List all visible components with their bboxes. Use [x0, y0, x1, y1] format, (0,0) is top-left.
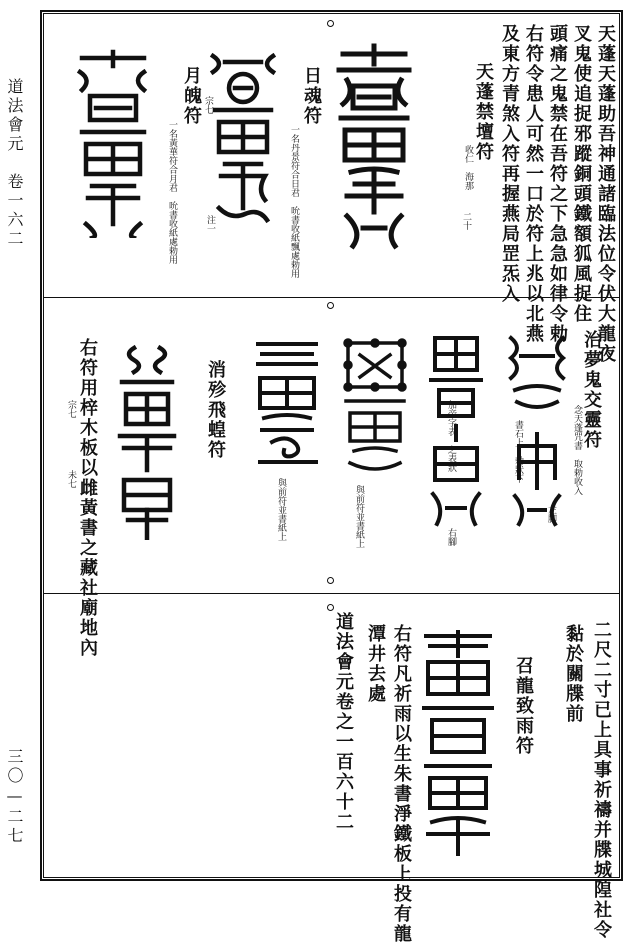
tianpeng-talisman-note: 收仁 海那	[463, 145, 473, 190]
tianpeng-talisman-mark: 二十	[461, 212, 471, 230]
binding-hole-3	[327, 577, 334, 584]
xiaomie-talisman-glyph	[114, 340, 180, 540]
binding-hole-2	[327, 302, 334, 309]
column-2-foot: 右腳	[446, 528, 456, 546]
zhimeng-note-2: 書石上 勅狀下	[513, 420, 523, 483]
zhimeng-label-left: 左脚	[546, 505, 556, 523]
rain-instruction-line-1: 二尺二寸已上具事祈禱并牒城隍社令	[591, 620, 612, 940]
rain-talisman-title: 召龍致雨符	[513, 656, 534, 756]
column-2-note: 加帝字表 之表狀	[446, 400, 456, 472]
rihun-talisman-glyph	[205, 48, 281, 226]
rain-instruction-line-2: 黏於關牒前	[563, 624, 584, 724]
rain-note-line-2: 潭井去處	[365, 624, 386, 704]
invocation-line-5: 及東方青煞入符再握燕局罡炁入	[499, 24, 520, 304]
binding-hole-4	[327, 604, 334, 611]
invocation-line-2: 叉鬼使追捉邪蹤銅頭鐵額狐風捉住	[571, 24, 592, 324]
binding-hole-1	[327, 20, 334, 27]
zhimeng-talisman-glyph	[505, 328, 569, 528]
invocation-line-1: 天蓬天蓬助吾神通諸臨法位令伏大龍夜	[595, 24, 616, 364]
rain-note-line-1: 右符凡祈雨以生朱書淨鐵板上投有龍	[391, 624, 412, 944]
yufu-mark: 宗七	[66, 400, 76, 418]
rihun-talisman-title: 日魂符	[301, 66, 322, 126]
column-2-talisman-glyph	[425, 330, 487, 530]
zhimeng-talisman-note: 念天蓬咒書 取勅收入	[572, 405, 582, 495]
yuepo-talisman-title: 月魄符	[181, 66, 202, 126]
yufu-instruction-line-1: 右符用梓木板以雌黃書之藏社廟地內	[77, 338, 98, 658]
column-3-talisman-glyph	[340, 335, 410, 475]
invocation-line-4: 右符令患人可然一口於符上兆以北燕	[523, 24, 544, 344]
yuepo-talisman-glyph	[72, 48, 154, 238]
rain-talisman-glyph	[418, 628, 498, 860]
column-4-foot: 與前符並書紙上	[276, 478, 286, 541]
volume-footer: 道法會元卷之一百六十二	[333, 612, 354, 832]
yuepo-talisman-mark: 宗七	[203, 96, 213, 114]
tianpeng-talisman-title: 天蓬禁壇符	[473, 62, 494, 162]
xiaomie-talisman-title: 消殄飛蝗符	[205, 360, 226, 460]
rihun-talisman-note: 一名丹景符合日君 吮書收紙飄處勅用	[289, 125, 299, 278]
invocation-line-3: 頭痛之鬼禁在吾符之下急急如律令勅	[547, 24, 568, 344]
zhimeng-talisman-title: 治夢鬼交靈符	[581, 330, 602, 450]
yuepo-talisman-note: 一名黃華符合月君 吮書收紙處勅用	[167, 120, 177, 264]
yufu-mark-2: 未七	[66, 470, 76, 488]
margin-book-title: 道法會元 卷一六二	[5, 78, 24, 249]
section-divider-2	[43, 593, 620, 594]
column-4-talisman-glyph	[252, 338, 322, 470]
tianpeng-talisman-glyph	[333, 42, 415, 250]
column-3-foot: 與前符並書紙上	[354, 485, 364, 548]
yuepo-talisman-mark-2: 注一	[205, 215, 215, 233]
margin-folio: 三〇—二七	[5, 748, 24, 846]
